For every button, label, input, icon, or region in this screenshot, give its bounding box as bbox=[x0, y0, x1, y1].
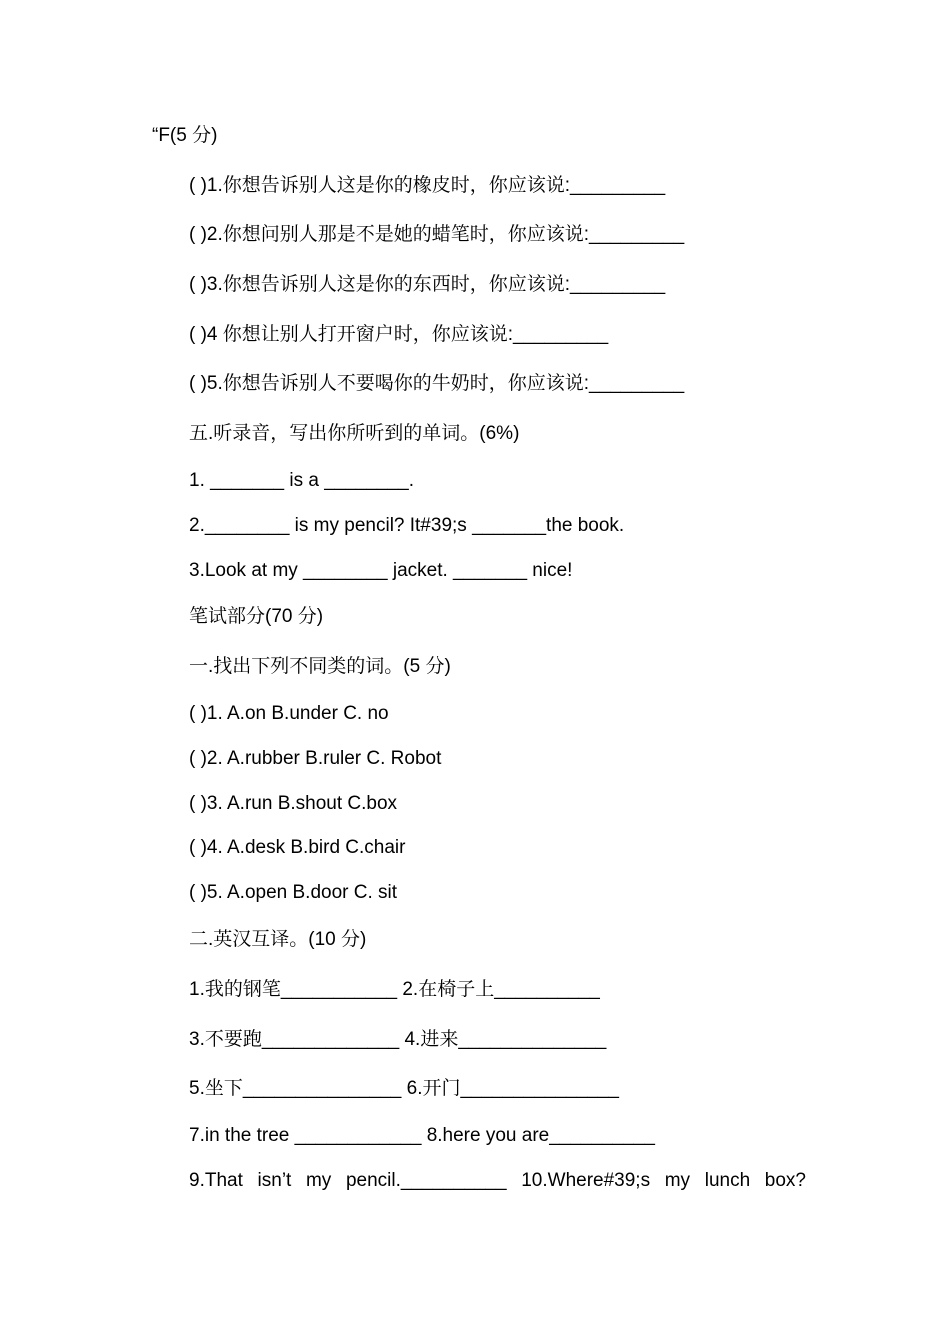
question-line: ( )1.你想告诉别人这是你的橡皮时，你应该说:_________ bbox=[189, 175, 666, 196]
word: box? bbox=[764, 1170, 806, 1191]
word: pencil.__________ bbox=[345, 1170, 507, 1191]
question-line: ( )4. A.desk B.bird C.chair bbox=[189, 837, 406, 858]
question-line: ( )2. A.rubber B.ruler C. Robot bbox=[189, 748, 442, 769]
question-line: 5.坐下_______________ 6.开门_______________ bbox=[189, 1078, 619, 1099]
section-heading: 笔试部分(70 分) bbox=[189, 606, 324, 627]
question-line: 7.in the tree ____________ 8.here you are__________ bbox=[189, 1125, 655, 1146]
word: lunch bbox=[704, 1170, 751, 1191]
question-line: ( )4 你想让别人打开窗户时，你应该说:_________ bbox=[189, 324, 609, 345]
section-heading: “F(5 分) bbox=[152, 125, 218, 146]
question-line: ( )5. A.open B.door C. sit bbox=[189, 882, 398, 903]
question-line: ( )1. A.on B.under C. no bbox=[189, 703, 389, 724]
question-line: 2.________ is my pencil? It#39;s _______the book. bbox=[189, 515, 625, 536]
word: my bbox=[664, 1170, 691, 1191]
question-line: 3.Look at my ________ jacket. _______ nice! bbox=[189, 560, 573, 581]
word: 10.Where#39;s bbox=[521, 1170, 651, 1191]
question-line: ( )5.你想告诉别人不要喝你的牛奶时，你应该说:_________ bbox=[189, 373, 685, 394]
question-line: ( )2.你想问别人那是不是她的蜡笔时，你应该说:_________ bbox=[189, 224, 685, 245]
question-line: ( )3.你想告诉别人这是你的东西时，你应该说:_________ bbox=[189, 274, 666, 295]
section-heading: 五.听录音，写出你所听到的单词。(6%) bbox=[189, 423, 520, 444]
question-line: 1.我的钢笔___________ 2.在椅子上__________ bbox=[189, 979, 600, 1000]
question-line: 1. _______ is a ________. bbox=[189, 470, 415, 491]
word: isn’t bbox=[257, 1170, 292, 1191]
word: my bbox=[305, 1170, 332, 1191]
question-line: 3.不要跑_____________ 4.进来______________ bbox=[189, 1029, 607, 1050]
question-line-justified bbox=[189, 1169, 806, 1193]
question-line: ( )3. A.run B.shout C.box bbox=[189, 793, 398, 814]
section-heading: 一.找出下列不同类的词。(5 分) bbox=[189, 656, 451, 677]
section-heading: 二.英汉互译。(10 分) bbox=[189, 929, 367, 950]
word: 9.That bbox=[189, 1170, 243, 1191]
